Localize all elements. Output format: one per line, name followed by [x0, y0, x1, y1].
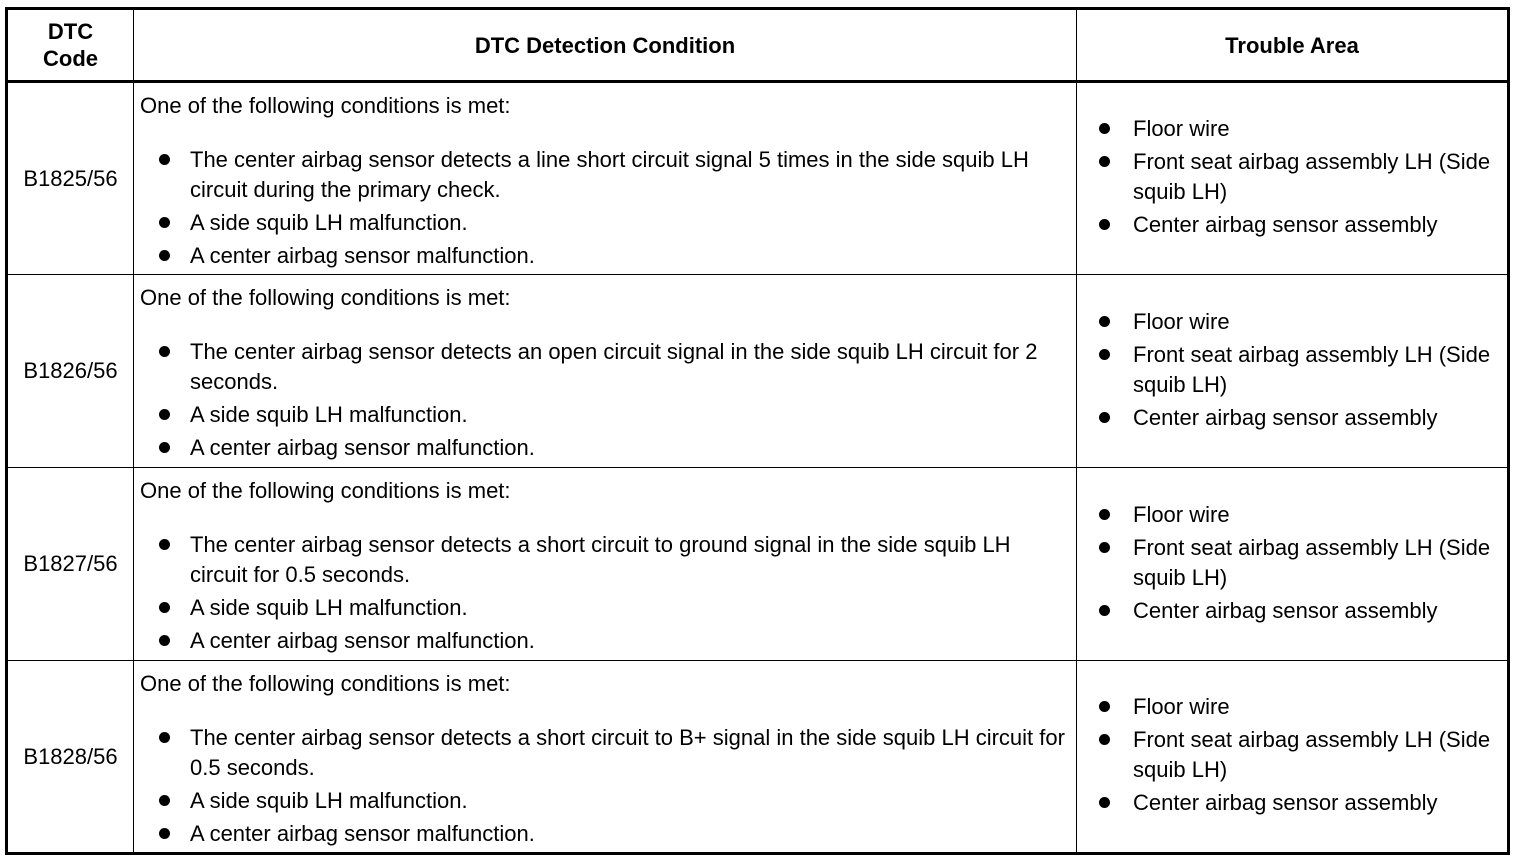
bullet-icon [159, 732, 170, 743]
dtc-code-cell: B1826/56 [7, 275, 134, 468]
trouble-area-item [1099, 500, 1499, 530]
table-row [7, 82, 1509, 275]
condition-text: A center airbag sensor malfunction. [190, 628, 535, 653]
trouble-area-text: Center airbag sensor assembly [1133, 212, 1438, 237]
trouble-area-list [1099, 692, 1499, 818]
dtc-code-cell: B1828/56 [7, 661, 134, 854]
condition-item [140, 819, 1068, 849]
condition-text: A center airbag sensor malfunction. [190, 243, 535, 268]
detection-condition-cell [134, 661, 1077, 854]
condition-text: A side squib LH malfunction. [190, 595, 468, 620]
trouble-area-text: Floor wire [1133, 116, 1230, 141]
table-row [7, 468, 1509, 661]
bullet-icon [159, 442, 170, 453]
trouble-area-text: Floor wire [1133, 308, 1230, 334]
table-header [7, 9, 1509, 82]
header-dtc-code [7, 9, 134, 82]
condition-item [140, 723, 1068, 783]
condition-text: A side squib LH malfunction. [190, 402, 468, 427]
bullet-icon [1099, 701, 1110, 712]
detection-condition-cell [134, 468, 1077, 661]
condition-item [140, 626, 1068, 656]
trouble-area-cell [1077, 275, 1509, 468]
trouble-area-item [1099, 403, 1499, 433]
header-row [7, 9, 1509, 82]
bullet-icon [1099, 734, 1110, 745]
trouble-area-cell [1077, 82, 1509, 275]
condition-item [140, 400, 1068, 430]
trouble-area-text: Front seat airbag assembly LH (Side squib LH) [1133, 341, 1491, 397]
bullet-icon [159, 154, 170, 165]
dtc-code-cell: B1827/56 [7, 468, 134, 661]
trouble-area-item [1099, 725, 1499, 785]
condition-item [140, 241, 1068, 271]
trouble-area-item [1099, 533, 1499, 593]
trouble-area-item [1099, 307, 1499, 337]
bullet-icon [1099, 605, 1110, 616]
trouble-area-text: Center airbag sensor assembly [1133, 790, 1438, 815]
condition-text: The center airbag sensor detects a short circuit to ground signal in the side squib LH circuit for 0.5 seconds. [190, 532, 1011, 587]
bullet-icon [1099, 316, 1110, 327]
trouble-area-list [1099, 500, 1499, 626]
trouble-area-item [1099, 210, 1499, 240]
bullet-icon [1099, 412, 1110, 423]
trouble-area-item [1099, 340, 1499, 400]
condition-item [140, 786, 1068, 816]
detection-condition-cell [134, 275, 1077, 468]
trouble-area-item [1099, 692, 1499, 722]
condition-list [140, 530, 1068, 656]
trouble-area-item [1099, 114, 1499, 144]
bullet-icon [159, 539, 170, 550]
condition-item [140, 593, 1068, 623]
trouble-area-text: Center airbag sensor assembly [1133, 597, 1438, 623]
header-detection-condition: DTC Detection Condition [134, 9, 1077, 82]
bullet-icon [1099, 509, 1110, 520]
trouble-area-text: Front seat airbag assembly LH (Side squib LH) [1133, 534, 1491, 590]
trouble-area-item [1099, 147, 1499, 207]
bullet-icon [159, 828, 170, 839]
header-dtc-code-label: DTC Code [43, 19, 98, 71]
trouble-area-item [1099, 596, 1499, 626]
trouble-area-cell [1077, 468, 1509, 661]
condition-text: A center airbag sensor malfunction. [190, 435, 535, 460]
bullet-icon [159, 635, 170, 646]
bullet-icon [159, 217, 170, 228]
trouble-area-text: Front seat airbag assembly LH (Side squib LH) [1133, 727, 1491, 782]
trouble-area-text: Floor wire [1133, 694, 1230, 719]
trouble-area-text: Floor wire [1133, 501, 1230, 527]
condition-item [140, 208, 1068, 238]
condition-list [140, 337, 1068, 463]
trouble-area-item [1099, 788, 1499, 818]
trouble-area-list [1099, 307, 1499, 433]
header-trouble-area: Trouble Area [1077, 9, 1509, 82]
condition-text: A side squib LH malfunction. [190, 210, 468, 235]
condition-list [140, 723, 1068, 849]
condition-text: The center airbag sensor detects an open circuit signal in the side squib LH circuit for 2 seconds. [190, 339, 1038, 394]
condition-item [140, 530, 1068, 590]
condition-item [140, 433, 1068, 463]
table-row [7, 661, 1509, 854]
bullet-icon [1099, 123, 1110, 134]
bullet-icon [159, 795, 170, 806]
bullet-icon [159, 602, 170, 613]
trouble-area-text: Center airbag sensor assembly [1133, 404, 1438, 430]
condition-intro: One of the following conditions is met: [140, 285, 511, 310]
bullet-icon [159, 409, 170, 420]
bullet-icon [159, 250, 170, 261]
trouble-area-text: Front seat airbag assembly LH (Side squib LH) [1133, 149, 1491, 204]
detection-condition-cell [134, 82, 1077, 275]
dtc-code-cell: B1825/56 [7, 82, 134, 275]
dtc-table [5, 7, 1510, 855]
condition-item [140, 337, 1068, 397]
condition-intro: One of the following conditions is met: [140, 478, 511, 503]
trouble-area-list [1099, 114, 1499, 240]
bullet-icon [1099, 542, 1110, 553]
table-body [7, 82, 1509, 854]
condition-intro: One of the following conditions is met: [140, 671, 511, 696]
condition-text: The center airbag sensor detects a line short circuit signal 5 times in the side squib LH circuit during the primary check. [190, 147, 1029, 202]
bullet-icon [1099, 349, 1110, 360]
condition-item [140, 145, 1068, 205]
condition-list [140, 145, 1068, 271]
bullet-icon [1099, 156, 1110, 167]
bullet-icon [159, 346, 170, 357]
bullet-icon [1099, 797, 1110, 808]
condition-text: A side squib LH malfunction. [190, 788, 468, 813]
table-row [7, 275, 1509, 468]
bullet-icon [1099, 219, 1110, 230]
condition-text: The center airbag sensor detects a short circuit to B+ signal in the side squib LH circuit for 0.5 seconds. [190, 725, 1065, 780]
trouble-area-cell [1077, 661, 1509, 854]
condition-intro: One of the following conditions is met: [140, 93, 511, 118]
condition-text: A center airbag sensor malfunction. [190, 821, 535, 846]
